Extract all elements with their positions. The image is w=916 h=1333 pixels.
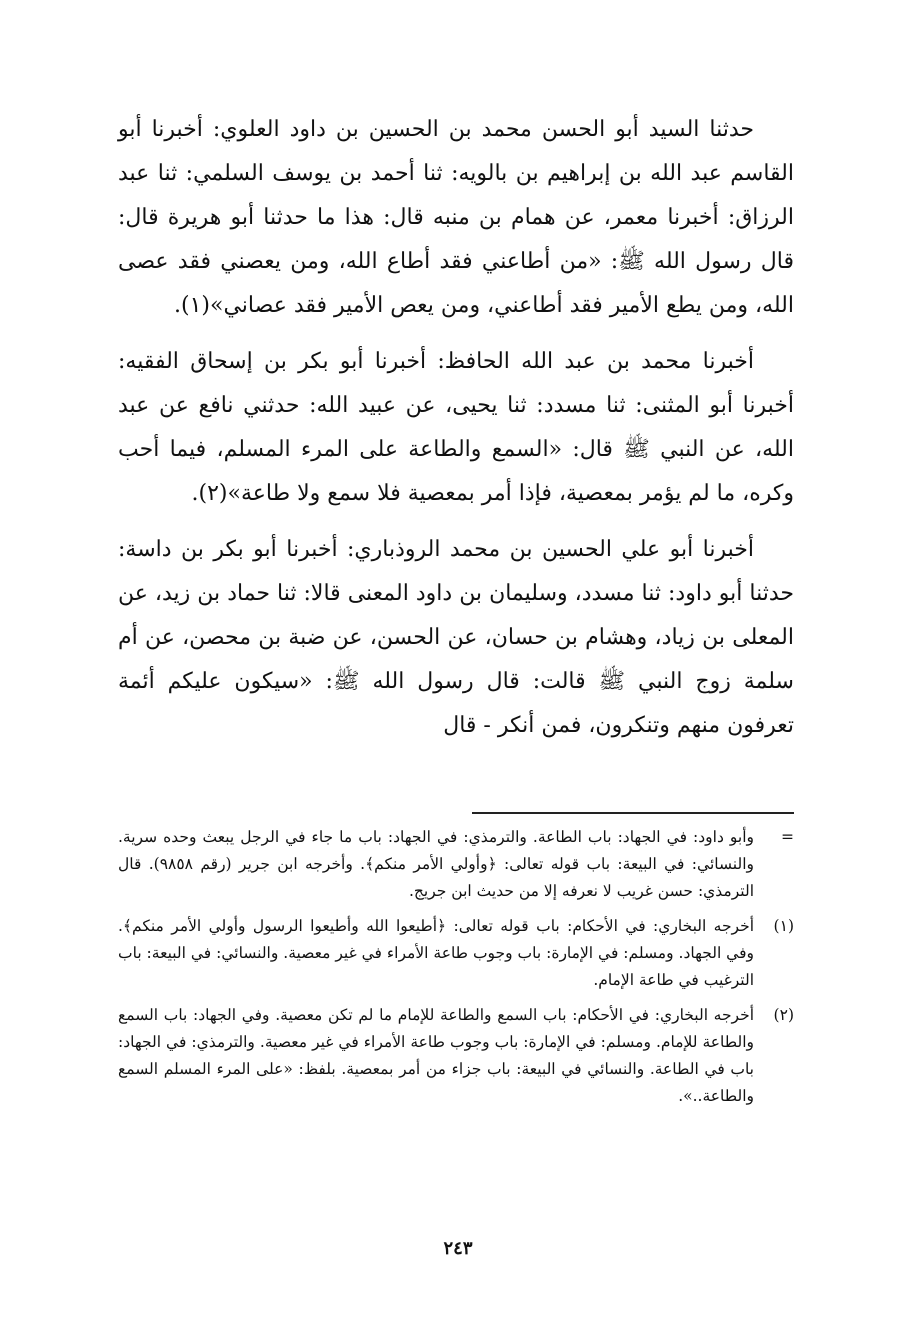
footnote-mark: (٢) xyxy=(773,1006,794,1024)
footnote-text: وأبو داود: في الجهاد: باب الطاعة. والترمذي: في الجهاد: باب ما جاء في الرجل يبعث وحده سرية. والنسائي: في البيعة: باب قوله تعالى: ﴿وأولي الأمر منكم﴾. وأخرجه ابن جرير (رقم ٩٨٥٨). قال الترمذي: حسن غريب لا نعرفه إلا من حديث ابن جريج. xyxy=(118,828,754,900)
main-text xyxy=(118,108,794,760)
page-number: ٢٤٣ xyxy=(443,1238,473,1259)
footnote-mark: = xyxy=(781,828,794,846)
footnote-text: أخرجه البخاري: في الأحكام: باب السمع والطاعة للإمام ما لم تكن معصية. وفي الجهاد: باب السمع والطاعة للإمام. ومسلم: في الإمارة: باب وجوب طاعة الأمراء في غير معصية. والترمذي: في الجهاد: باب في الطاعة. والنسائي في البيعة: باب جزاء من أمر بمعصية. بلفظ: «على المرء المسلم السمع والطاعة..». xyxy=(118,1006,754,1105)
hadith-paragraph-3: أخبرنا أبو علي الحسين بن محمد الروذباري: أخبرنا أبو بكر بن داسة: حدثنا أبو داود: ثنا مسدد، وسليمان بن داود المعنى قالا: ثنا حماد بن زيد، عن المعلى بن زياد، وهشام بن حسان، عن الحسن، عن ضبة بن محصن، عن أم سلمة زوج النبي ﷺ قالت: قال رسول الله ﷺ: «سيكون عليكم أئمة تعرفون منهم وتنكرون، فمن أنكر - قال xyxy=(118,537,794,738)
footnote-text: أخرجه البخاري: في الأحكام: باب قوله تعالى: ﴿أطيعوا الله وأطيعوا الرسول وأولي الأمر منكم﴾. وفي الجهاد. ومسلم: في الإمارة: باب وجوب طاعة الأمراء في غير معصية. والنسائي: في البيعة: باب الترغيب في طاعة الإمام. xyxy=(118,917,754,989)
footnotes xyxy=(118,824,794,1118)
footnote-1 xyxy=(118,913,794,994)
footnote-continuation xyxy=(118,824,794,905)
footnote-mark: (١) xyxy=(773,917,794,935)
hadith-paragraph-1: حدثنا السيد أبو الحسن محمد بن الحسين بن داود العلوي: أخبرنا أبو القاسم عبد الله بن إبراهيم بن بالويه: ثنا أحمد بن يوسف السلمي: ثنا عبد الرزاق: أخبرنا معمر، عن همام بن منبه قال: هذا ما حدثنا أبو هريرة قال: قال رسول الله ﷺ: «من أطاعني فقد أطاع الله، ومن يعصني فقد عصى الله، ومن يطع الأمير فقد أطاعني، ومن يعص الأمير فقد عصاني»(١). xyxy=(118,117,794,318)
footnote-2 xyxy=(118,1002,794,1110)
footnote-separator xyxy=(472,812,794,814)
hadith-paragraph-2: أخبرنا محمد بن عبد الله الحافظ: أخبرنا أبو بكر بن إسحاق الفقيه: أخبرنا أبو المثنى: ثنا مسدد: ثنا يحيى، عن عبيد الله: حدثني نافع عن عبد الله، عن النبي ﷺ قال: «السمع والطاعة على المرء المسلم، فيما أحب وكره، ما لم يؤمر بمعصية، فإذا أمر بمعصية فلا سمع ولا طاعة»(٢). xyxy=(118,349,794,506)
